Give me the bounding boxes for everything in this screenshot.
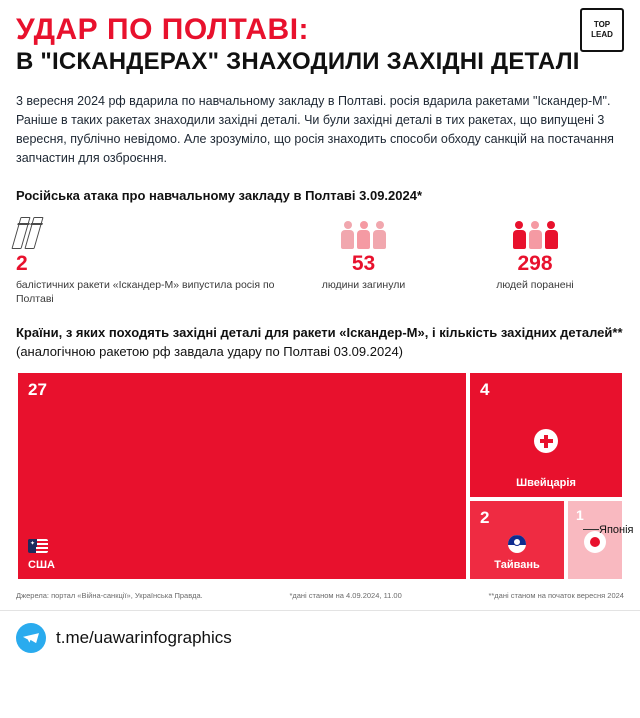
treemap-label-switzerland: Швейцарія [516,477,576,490]
source-right: **дані станом на початок вересня 2024 [488,591,624,601]
treemap-chart [16,371,634,581]
flag-usa-icon: ✦ [28,539,48,553]
treemap-value-japan: 1 [576,507,584,524]
telegram-icon[interactable] [16,623,46,653]
japan-leader-line [583,529,599,530]
stat-missiles-caption: балістичних ракети «Іскандер-М» випустила росія по Полтаві [16,278,275,305]
people-icon [446,215,624,249]
treemap-value-taiwan: 2 [480,508,490,528]
logo-bottom-text: LEAD [591,30,613,39]
treemap-label-japan: Японія [599,524,634,537]
brand-logo [580,8,624,52]
treemap-label-usa: США [28,559,55,572]
stat-killed-value: 53 [351,251,376,275]
stat-wounded-caption: людей поранені [496,278,574,291]
page-title-line1: УДАР ПО ПОЛТАВІ: [16,13,310,46]
sources-row [0,581,640,600]
stat-wounded-value: 298 [517,251,553,275]
footer[interactable] [0,611,640,653]
treemap-cell-usa [16,371,468,581]
treemap-label-taiwan: Тайвань [494,559,540,572]
treemap-cell-switzerland [468,371,624,499]
treemap-cell-japan [566,499,624,581]
page-title-line2: В "ІСКАНДЕРАХ" ЗНАХОДИЛИ ЗАХІДНІ ДЕТАЛІ [16,47,580,75]
missile-icon [16,215,281,249]
section2-heading-bold: Країни, з яких походять західні деталі для ракети «Іскандер-М», і кількість західних деталей** [16,325,623,341]
telegram-handle[interactable]: t.me/uawarinfographics [56,628,232,648]
stat-killed-caption: людини загинули [321,278,406,291]
source-middle: *дані станом на 4.09.2024, 11.00 [289,591,402,601]
treemap-value-switzerland: 4 [480,380,490,400]
treemap-cell-taiwan [468,499,566,581]
stat-wounded [446,215,624,306]
logo-top-text: TOP [593,20,611,29]
stat-killed [281,215,446,306]
section1-heading: Російська атака про навчальному закладу в Полтаві 3.09.2024* [16,187,423,203]
flag-taiwan-icon [508,535,526,553]
source-left: Джерела: портал «Війна-санкції», Українська Правда. [16,591,203,601]
people-icon [281,215,446,249]
stat-missiles [16,215,281,306]
flag-switzerland-icon [534,429,558,453]
stats-row [0,203,640,306]
header [0,0,640,76]
section2-heading [0,306,640,361]
intro-paragraph: 3 вересня 2024 рф вдарила по навчальному закладу в Полтаві. росія вдарила ракетами "Іскандер-М". Раніше в таких ракетах знаходили західні деталі. Чи були західні деталі в тих ракетах, що випущені 3 вересня, публічно невідомо. Але зрозуміло, що росія знаходить способи обходу санкцій на постачання запчастин для озброєння. [16,93,614,165]
treemap-value-usa: 27 [28,380,47,400]
section2-heading-normal: (аналогічною ракетою рф завдала удару по Полтаві 03.09.2024) [16,343,403,359]
stat-missiles-value: 2 [16,251,28,275]
